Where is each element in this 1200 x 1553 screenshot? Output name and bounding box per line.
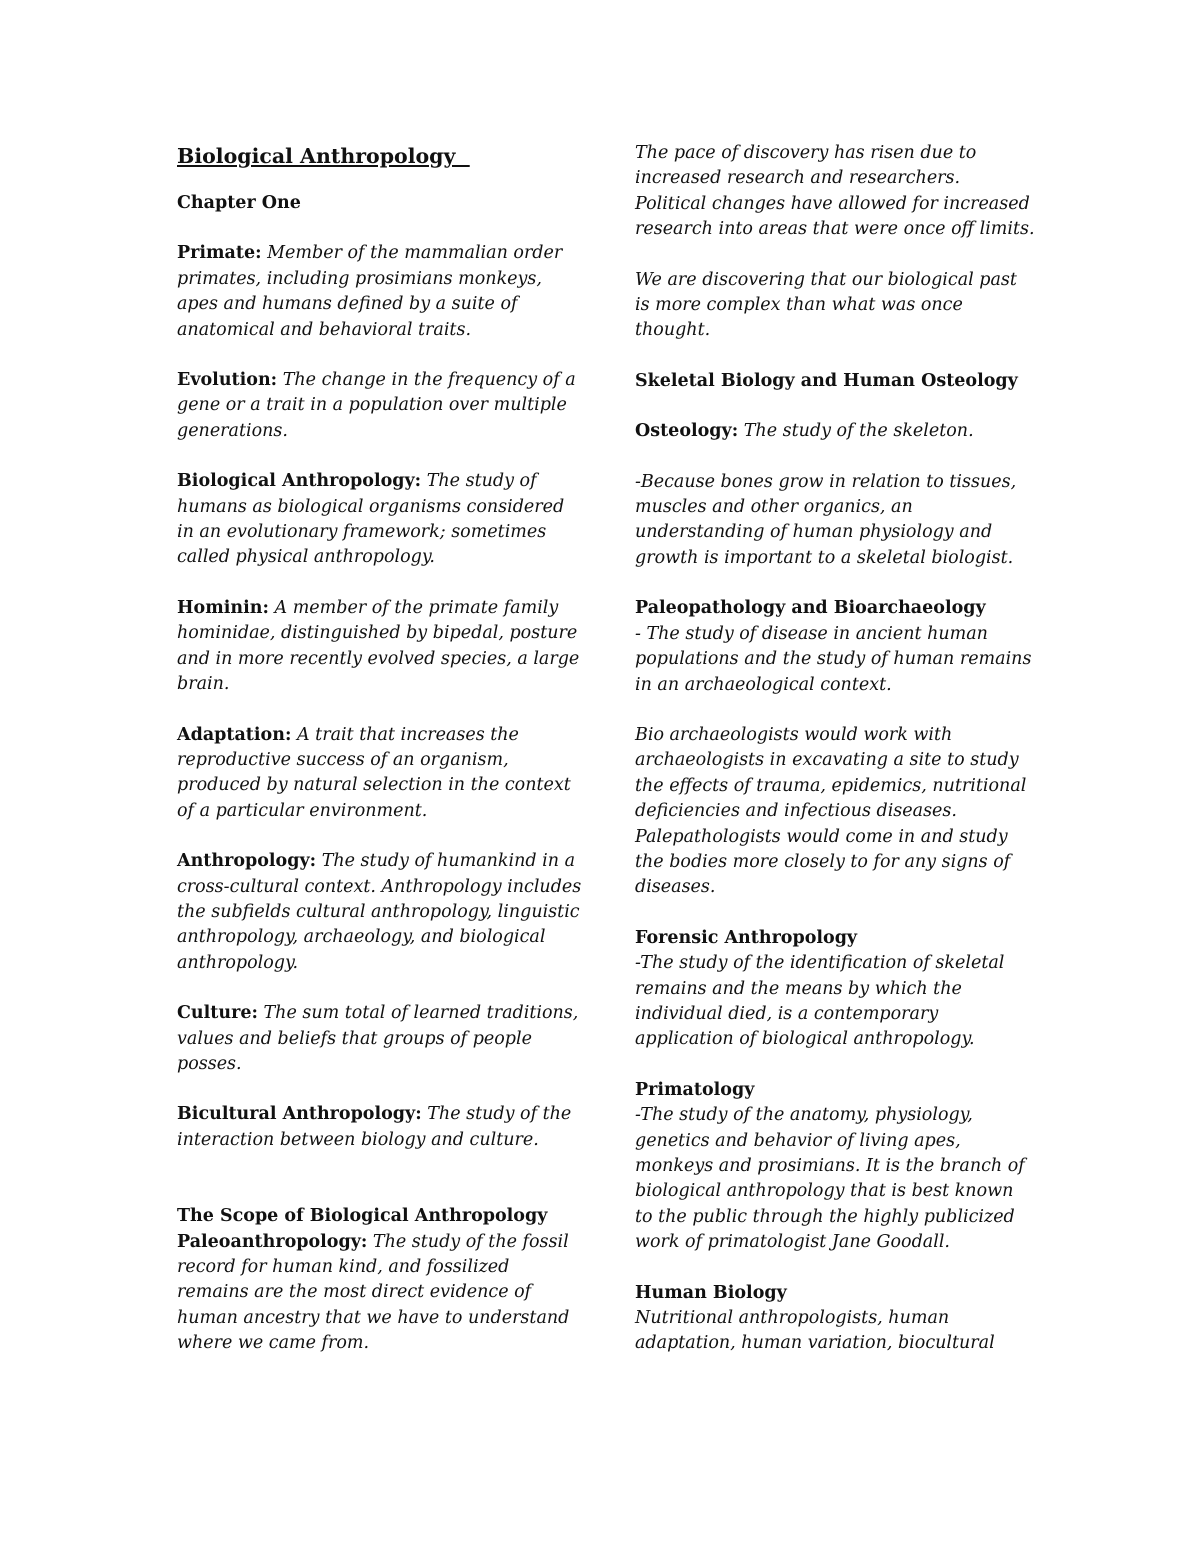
definition-hominin (177, 596, 582, 698)
human-biology-text: Nutritional anthropologists, human adaptation, human variation, biocultural (635, 1308, 995, 1354)
definition-paleoanthropology (177, 1230, 582, 1357)
definition-term: Hominin: (177, 597, 269, 618)
left-column (177, 141, 582, 1382)
definition-bicultural-anthropology (177, 1102, 582, 1153)
definition-text: The study of the skeleton. (743, 421, 974, 442)
paleopathology-text: - The study of disease in ancient human populations and the study of human remains in an archaeological context. (635, 623, 1032, 695)
skeletal-biology-heading: Skeletal Biology and Human Osteology (635, 370, 1018, 391)
forensic-anthropology-heading: Forensic Anthropology (635, 927, 858, 948)
intro-paragraph-1: The pace of discovery has risen due to increased research and researchers. Political changes have allowed for increased research into areas that were once off limits. (635, 143, 1035, 240)
document-title: Biological Anthropology (177, 144, 470, 168)
definition-text: The change in the frequency of a gene or a trait in a population over multiple generations. (177, 370, 576, 441)
definition-term: Primate: (177, 243, 262, 264)
definition-evolution (177, 368, 582, 444)
scope-heading: The Scope of Biological Anthropology (177, 1206, 548, 1227)
definition-text: The study of humankind in a cross-cultural context. Anthropology includes the subfields cultural anthropology, linguistic anthropology, archaeology, and biological anthropology. (177, 851, 582, 973)
definition-biological-anthropology (177, 469, 582, 571)
definition-text: The sum total of learned traditions, values and beliefs that groups of people posses. (177, 1003, 579, 1074)
definition-term: Paleoanthropology: (177, 1231, 368, 1252)
definition-term: Culture: (177, 1003, 258, 1024)
definition-primate (177, 241, 582, 343)
osteology-note: -Because bones grow in relation to tissues, muscles and other organics, an understanding of human physiology and growth is important to a skeletal biologist. (635, 471, 1017, 568)
definition-text: A trait that increases the reproductive success of an organism, produced by natural selection in the context of a particular environment. (177, 724, 571, 821)
right-column (635, 141, 1035, 1357)
definition-text: Member of the mammalian order primates, including prosimians monkeys, apes and humans defined by a suite of anatomical and behavioral traits. (177, 243, 563, 340)
bioarchaeology-text: Bio archaeologists would work with archaeologists in excavating a site to study the effects of trauma, epidemics, nutritional deficiencies and infectious diseases. Palepathologists would come in and study the bodies more closely to for any signs of diseases. (635, 724, 1027, 898)
definition-text: The study of humans as biological organisms considered in an evolutionary framework; sometimes called physical anthropology. (177, 471, 565, 568)
definition-anthropology (177, 849, 582, 976)
forensic-anthropology-text: -The study of the identification of skeletal remains and the means by which the individual died, is a contemporary application of biological anthropology. (635, 953, 1005, 1050)
definition-term: Osteology: (635, 421, 739, 442)
spacer (177, 1178, 582, 1204)
definition-osteology (635, 419, 1035, 444)
definition-term: Evolution: (177, 370, 278, 391)
definition-adaptation (177, 723, 582, 825)
definition-term: Anthropology: (177, 851, 317, 872)
intro-paragraph-2: We are discovering that our biological past is more complex than what was once thought. (635, 269, 1017, 341)
definition-term: Bicultural Anthropology: (177, 1104, 422, 1125)
definition-culture (177, 1001, 582, 1077)
paleopathology-heading: Paleopathology and Bioarchaeology (635, 598, 986, 619)
definition-text: The study of the fossil record for human kind, and fossilized remains are the most direct evidence of human ancestry that we have to understand where we came from. (177, 1231, 570, 1354)
definition-text: A member of the primate family hominidae, distinguished by bipedal, posture and in more recently evolved species, a large brain. (177, 597, 580, 695)
definition-term: Biological Anthropology: (177, 471, 422, 492)
definition-term: Adaptation: (177, 724, 292, 745)
primatology-text: -The study of the anatomy, physiology, genetics and behavior of living apes, monkeys and prosimians. It is the branch of biological anthropology that is best known to the public through the highly publicized work of primatologist Jane Goodall. (635, 1105, 1025, 1253)
human-biology-heading: Human Biology (635, 1282, 787, 1303)
definition-text: The study of the interaction between biology and culture. (177, 1104, 572, 1150)
primatology-heading: Primatology (635, 1079, 755, 1100)
chapter-heading: Chapter One (177, 193, 301, 213)
